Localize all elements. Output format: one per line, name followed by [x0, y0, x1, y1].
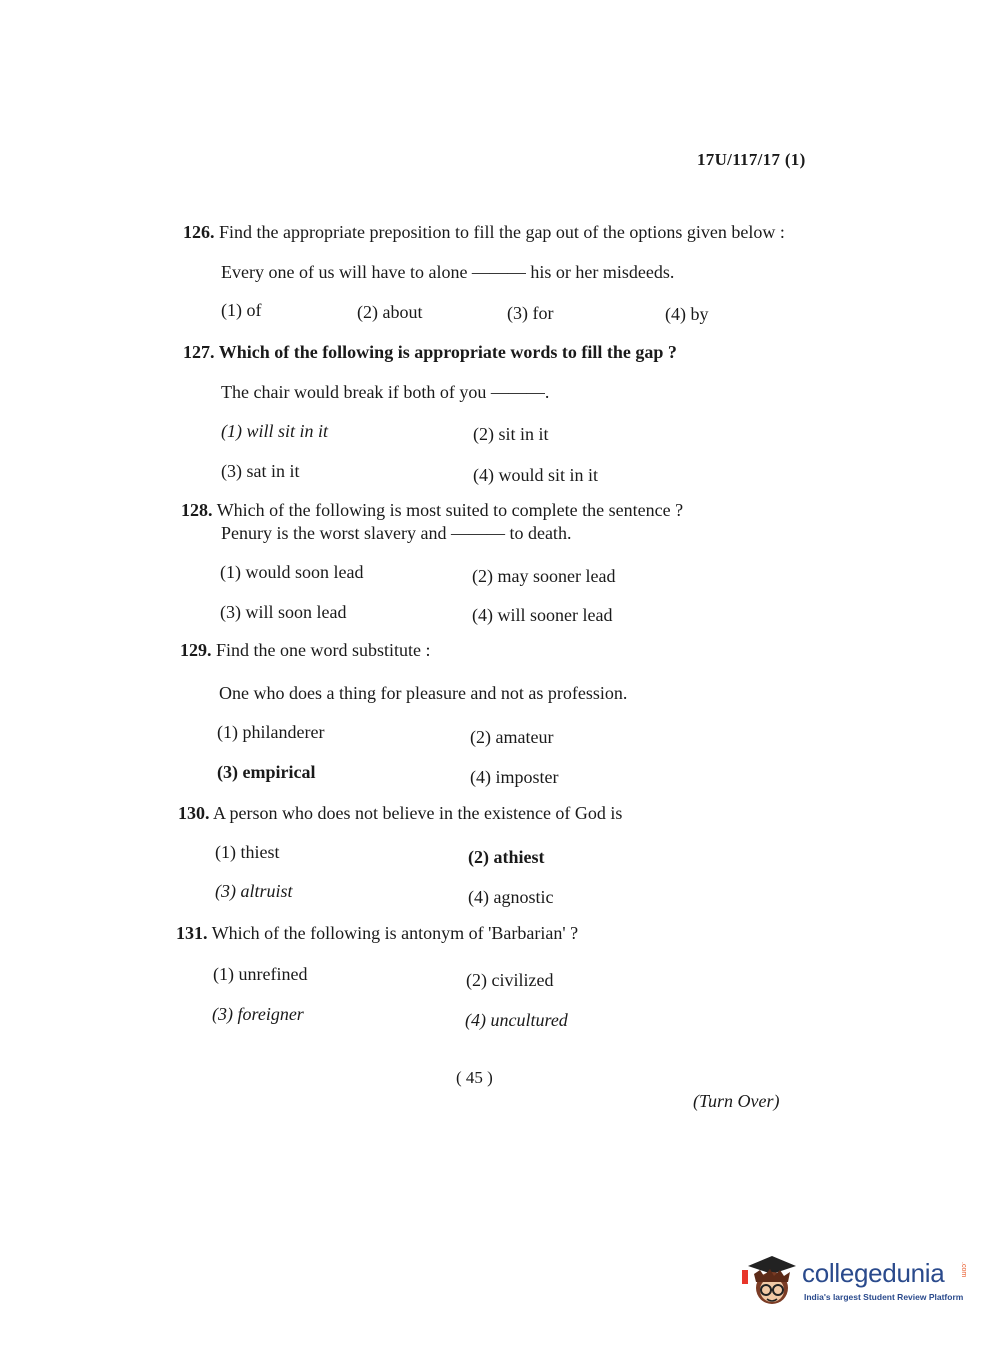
question-stem: Every one of us will have to alone ——— his or her misdeeds.: [221, 262, 675, 282]
question-131: [176, 924, 578, 942]
logo-name: collegedunia: [802, 1258, 945, 1288]
question-127: [183, 343, 677, 361]
turn-over-note: (Turn Over): [693, 1091, 780, 1111]
question-number: 129.: [180, 640, 212, 660]
option-1: (1) philanderer: [217, 722, 325, 742]
option-1: (1) of: [221, 300, 262, 320]
question-text: Which of the following is most suited to complete the sentence ?: [216, 500, 684, 520]
logo-tagline: India's largest Student Review Platform: [804, 1292, 964, 1302]
question-number: 130.: [178, 803, 210, 823]
question-stem: One who does a thing for pleasure and not as profession.: [219, 683, 628, 703]
question-number: 131.: [176, 923, 208, 943]
option-4: (4) imposter: [470, 767, 559, 787]
option-4: (4) would sit in it: [473, 465, 598, 485]
question-126: [183, 223, 785, 241]
question-text: Which of the following is antonym of 'Barbarian' ?: [211, 923, 579, 943]
option-1: (1) thiest: [215, 842, 280, 862]
question-text: Which of the following is appropriate words to fill the gap ?: [218, 342, 677, 362]
option-2: (2) sit in it: [473, 424, 549, 444]
option-1: (1) would soon lead: [220, 562, 364, 582]
option-3: (3) altruist: [215, 881, 293, 901]
option-2: (2) amateur: [470, 727, 554, 747]
option-2: (2) may sooner lead: [472, 566, 616, 586]
option-3: (3) will soon lead: [220, 602, 347, 622]
collegedunia-logo: [742, 1252, 972, 1312]
option-2: (2) athiest: [468, 847, 545, 867]
page-number: ( 45 ): [456, 1068, 493, 1087]
question-number: 126.: [183, 222, 215, 242]
option-4: (4) will sooner lead: [472, 605, 613, 625]
option-3: (3) sat in it: [221, 461, 300, 481]
option-1: (1) will sit in it: [221, 421, 329, 441]
option-4: (4) uncultured: [465, 1010, 568, 1030]
option-3: (3) foreigner: [212, 1004, 304, 1024]
question-text: A person who does not believe in the existence of God is: [213, 803, 623, 823]
logo-suffix: .com: [960, 1262, 967, 1278]
question-number: 128.: [181, 500, 213, 520]
question-129: [180, 641, 431, 659]
option-2: (2) about: [357, 302, 423, 322]
question-128: [181, 501, 683, 519]
option-2: (2) civilized: [466, 970, 554, 990]
question-text: Find the one word substitute :: [216, 640, 431, 660]
option-4: (4) agnostic: [468, 887, 554, 907]
question-text: Find the appropriate preposition to fill the gap out of the options given below :: [219, 222, 785, 242]
option-3: (3) empirical: [217, 762, 316, 782]
question-number: 127.: [183, 342, 215, 362]
question-stem: Penury is the worst slavery and ——— to death.: [221, 523, 572, 543]
question-stem: The chair would break if both of you ———.: [221, 382, 550, 402]
page-code: 17U/117/17 (1): [697, 150, 806, 169]
option-3: (3) for: [507, 303, 554, 323]
question-130: [178, 804, 622, 822]
option-1: (1) unrefined: [213, 964, 308, 984]
mascot-icon: [742, 1252, 800, 1310]
option-4: (4) by: [665, 304, 709, 324]
